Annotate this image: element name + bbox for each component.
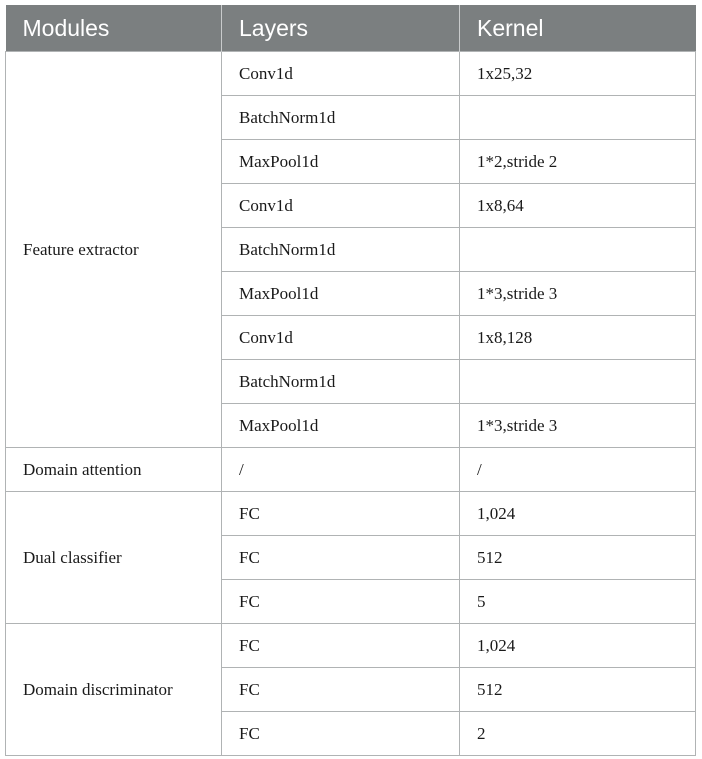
layer-cell: /	[222, 448, 460, 492]
kernel-cell: 512	[460, 536, 696, 580]
layer-cell: MaxPool1d	[222, 272, 460, 316]
kernel-cell	[460, 96, 696, 140]
table-row	[6, 448, 696, 492]
layer-cell: Conv1d	[222, 184, 460, 228]
table-row	[6, 52, 696, 96]
layer-cell: Conv1d	[222, 52, 460, 96]
module-cell: Dual classifier	[6, 492, 222, 624]
kernel-cell: 1*3,stride 3	[460, 404, 696, 448]
layer-cell: FC	[222, 580, 460, 624]
module-cell: Domain discriminator	[6, 624, 222, 756]
layer-cell: BatchNorm1d	[222, 228, 460, 272]
kernel-cell: /	[460, 448, 696, 492]
table-header	[6, 5, 696, 52]
table-row	[6, 624, 696, 668]
kernel-cell: 512	[460, 668, 696, 712]
kernel-cell	[460, 360, 696, 404]
table-body	[6, 52, 696, 756]
header-layers: Layers	[222, 5, 460, 52]
kernel-cell: 5	[460, 580, 696, 624]
kernel-cell: 1x8,128	[460, 316, 696, 360]
layer-cell: FC	[222, 668, 460, 712]
module-cell: Feature extractor	[6, 52, 222, 448]
kernel-cell: 1x8,64	[460, 184, 696, 228]
layer-cell: FC	[222, 536, 460, 580]
kernel-cell: 2	[460, 712, 696, 756]
layer-cell: MaxPool1d	[222, 140, 460, 184]
architecture-table	[5, 5, 696, 756]
layer-cell: FC	[222, 624, 460, 668]
kernel-cell: 1*2,stride 2	[460, 140, 696, 184]
table-row	[6, 492, 696, 536]
header-kernel: Kernel	[460, 5, 696, 52]
layer-cell: MaxPool1d	[222, 404, 460, 448]
layer-cell: BatchNorm1d	[222, 96, 460, 140]
layer-cell: BatchNorm1d	[222, 360, 460, 404]
kernel-cell: 1*3,stride 3	[460, 272, 696, 316]
layer-cell: Conv1d	[222, 316, 460, 360]
kernel-cell	[460, 228, 696, 272]
layer-cell: FC	[222, 712, 460, 756]
module-cell: Domain attention	[6, 448, 222, 492]
header-row	[6, 5, 696, 52]
architecture-table-container	[5, 5, 695, 756]
kernel-cell: 1x25,32	[460, 52, 696, 96]
header-modules: Modules	[6, 5, 222, 52]
layer-cell: FC	[222, 492, 460, 536]
kernel-cell: 1,024	[460, 624, 696, 668]
kernel-cell: 1,024	[460, 492, 696, 536]
